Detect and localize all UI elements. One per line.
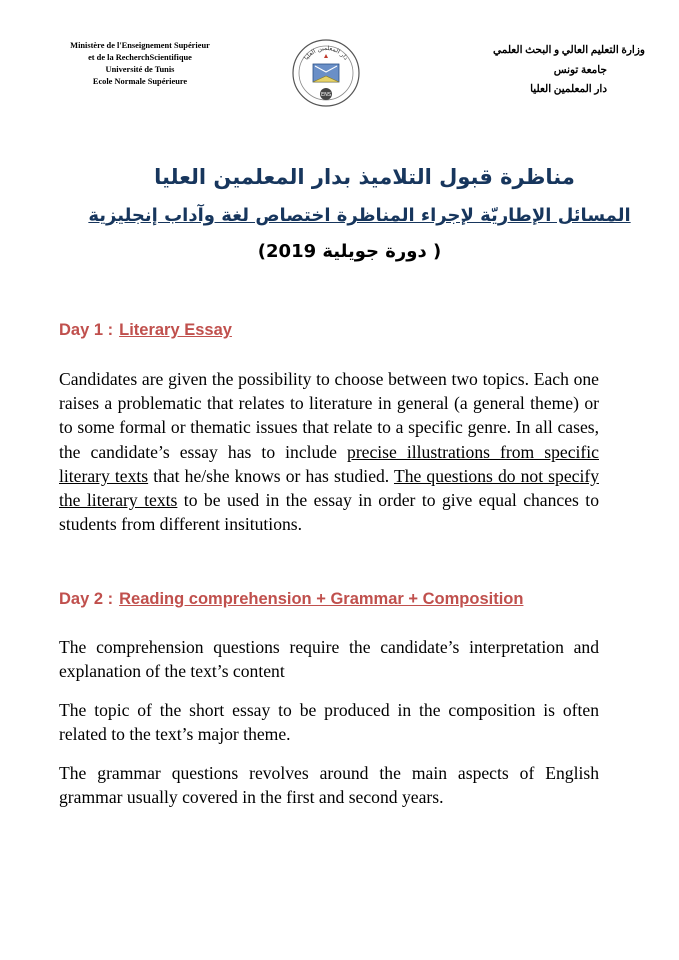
subtitle: المسائل الإطاريّة لإجراء المناظرة اختصاص لغة وآداب إنجليزية bbox=[88, 205, 631, 226]
ens-logo bbox=[291, 38, 361, 108]
logo-arc-text: دار المعلمين العليا bbox=[302, 44, 350, 62]
day1-title: Literary Essay bbox=[119, 321, 232, 339]
day1-text-mid: that he/she knows or has studied. bbox=[148, 465, 394, 486]
day1-paragraph bbox=[59, 367, 599, 536]
day2-paragraph bbox=[59, 635, 599, 683]
header-fr-line: Ecole Normale Supérieure bbox=[92, 77, 188, 86]
header-ar-line: جامعة تونس bbox=[553, 64, 607, 76]
day1-heading bbox=[59, 321, 232, 340]
main-title: مناظرة قبول التلاميذ بدار المعلمين العليا bbox=[154, 165, 575, 189]
day1-underlined-1: precise illustrations from specific literary texts bbox=[59, 441, 599, 486]
session-title: ( دورة جويلية 2019) bbox=[257, 241, 442, 262]
header-ar-line: وزارة التعليم العالي و البحث العلمي bbox=[493, 45, 645, 56]
institution-header-fr bbox=[30, 40, 250, 88]
day2-heading bbox=[59, 590, 523, 609]
day2-composition-text: The topic of the short essay to be produced in the composition is often related to the text’s major theme. bbox=[59, 700, 599, 745]
header-fr-line: Université de Tunis bbox=[105, 65, 175, 74]
header-fr-line: et de la RecherchScientifique bbox=[88, 53, 192, 62]
day1-label: Day 1 : bbox=[59, 321, 114, 339]
header-ar-line: دار المعلمين العليا bbox=[530, 84, 607, 95]
day2-title: Reading comprehension + Grammar + Composition bbox=[119, 590, 524, 608]
day2-label: Day 2 : bbox=[59, 590, 114, 608]
day2-comprehension-text: The comprehension questions require the candidate’s interpretation and explanation of the text’s content bbox=[59, 637, 599, 682]
day1-underlined-2: The questions do not specify the literary texts bbox=[59, 465, 599, 511]
day1-text-end: to be used in the essay in order to give equal chances to students from different insitutions. bbox=[59, 490, 599, 535]
day2-grammar-text: The grammar questions revolves around the main aspects of English grammar usually covered in the first and second years. bbox=[59, 763, 599, 808]
institution-header-ar bbox=[445, 41, 645, 100]
day2-paragraph bbox=[59, 761, 599, 809]
logo-badge-text: ENS bbox=[320, 92, 332, 99]
day1-text-start: Candidates are given the possibility to choose between two topics. Each one raises a problematic that relates to literature in general (a general theme) or to some formal or thematic issues that relate to a specific genre. In all cases, the candidate’s essay has to include bbox=[59, 369, 599, 462]
day2-paragraph bbox=[59, 698, 599, 746]
header-fr-line: Ministère de l'Enseignement Supérieur bbox=[70, 41, 210, 50]
